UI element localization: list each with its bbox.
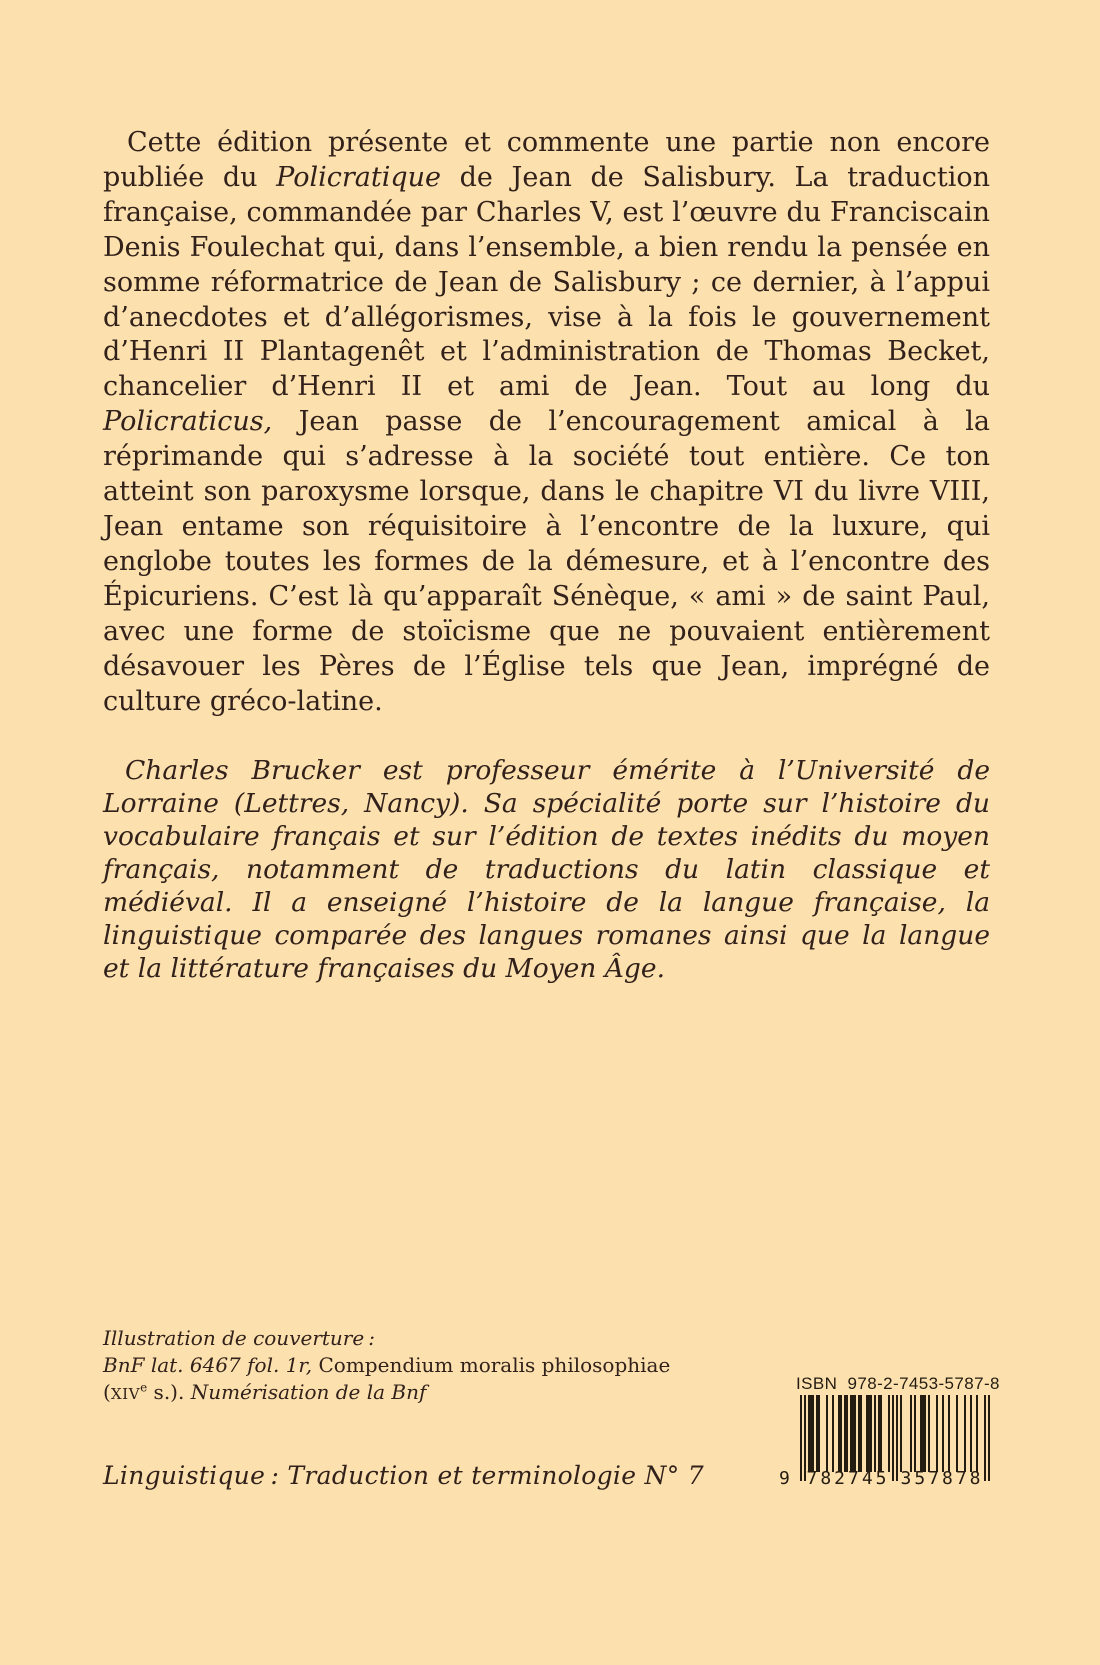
isbn-barcode-block [779,1374,1000,1493]
synopsis-paragraph: Cette édition présente et commente une partie non encore publiée du Policratique de Jean de Salisbury. La traduction française, commandée par Charles V, est l’œuvre du Franciscain Denis Foulechat qui, dans l’ensemble, a bien rendu la pensée en somme réformatrice de Jean de Salisbury ; ce dernier, à l’appui d’anecdotes et d’allégorismes, vise à la fois le gouvernement d’Henri II Plantagenêt et l’administration de Thomas Becket, chancelier d’Henri II et ami de Jean. Tout au long du Policraticus, Jean passe de l’encouragement amical à la réprimande qui s’adresse à la société tout entière. Ce ton atteint son paroxysme lorsque, dans le chapitre VI du livre VIII, Jean entame son réquisitoire à l’encontre de la luxure, qui englobe toutes les formes de la démesure, et à l’encontre des Épicuriens. C’est là qu’apparaît Sénèque, « ami » de saint Paul, avec une forme de stoïcisme que ne pouvaient entièrement désavouer les Pères de l’Église tels que Jean, imprégné de culture gréco-latine. [103,127,990,717]
collection-series-label: Linguistique : Traduction et terminologie N° 7 [103,1461,704,1490]
cover-credits-block [103,1325,723,1408]
ean-barcode [779,1395,990,1493]
cover-credit-line-1: Illustration de couverture : [103,1326,375,1350]
author-bio-paragraph: Charles Brucker est professeur émérite à l’Université de Lorraine (Lettres, Nancy). Sa spécialité porte sur l’histoire du vocabulaire français et sur l’édition de textes inédits du moyen français, notamment de traductions du latin classique et médiéval. Il a enseigné l’histoire de la langue française, la linguistique comparée des langues romanes ainsi que la langue et la littérature françaises du Moyen Âge. [103,754,990,984]
barcode-digits-group1: 782745 [806,1468,890,1489]
cover-credit-line-2: BnF lat. 6467 fol. 1r, Compendium moralis philosophiae [103,1353,671,1377]
cover-credit-line-3: (XIVe s.). Numérisation de la Bnf [103,1380,427,1404]
barcode-digit-lead: 9 [779,1468,790,1489]
isbn-label: ISBN 978-2-7453-5787-8 [796,1374,1000,1393]
barcode-digits-group2: 357878 [900,1468,984,1489]
